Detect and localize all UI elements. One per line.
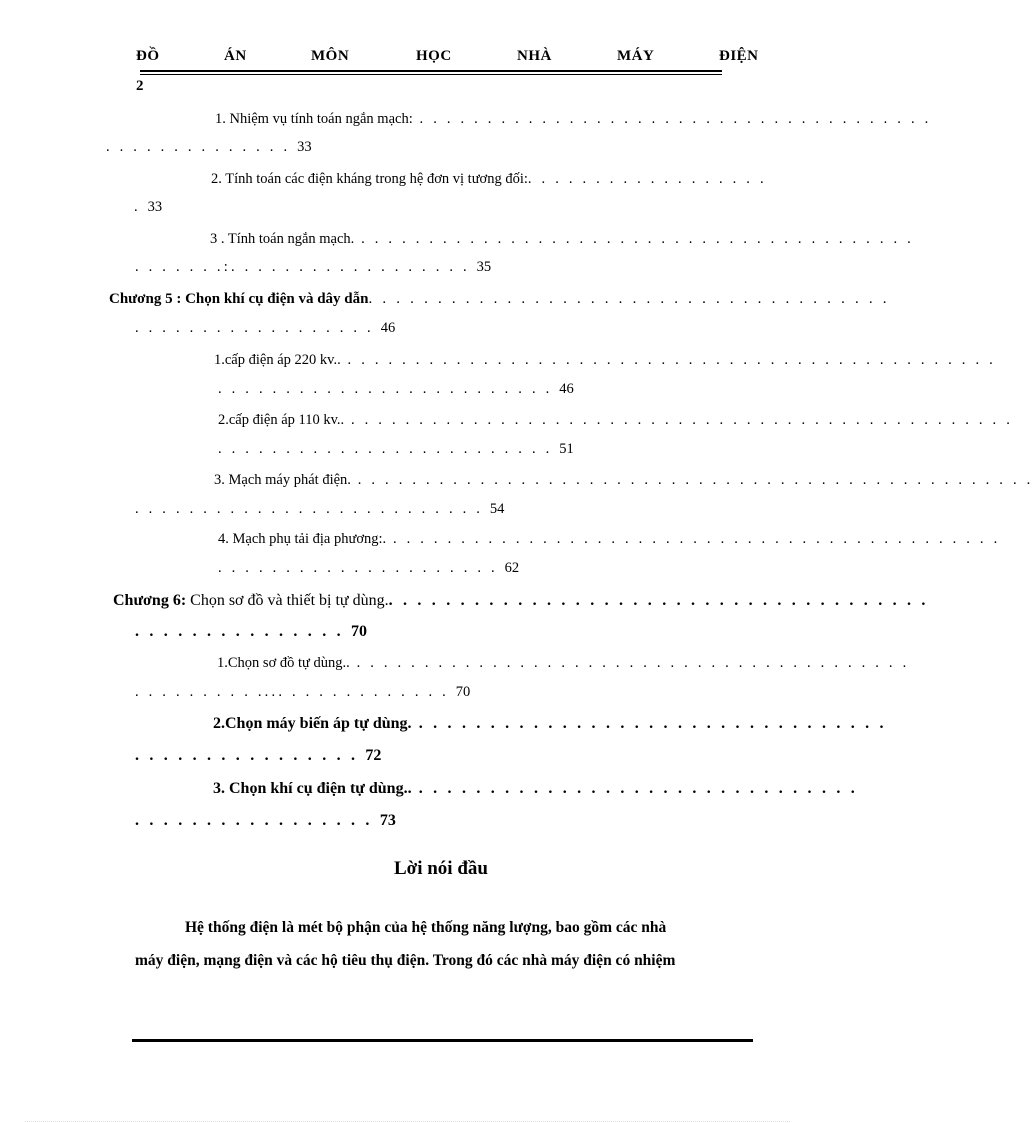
toc-entry: 2.cấp điện áp 110 kv.. . . . . . . . . . . . . . . . . . . . . . . . . . . . . . . . . . . . . . . . . . . . . . . . . . bbox=[218, 412, 1014, 428]
header-rule bbox=[140, 70, 722, 72]
section-title: Lời nói đầu bbox=[394, 858, 488, 879]
paragraph-line: máy điện, mạng điện và các hộ tiêu thụ điện. Trong đó các nhà máy điện có nhiệm bbox=[135, 952, 676, 969]
toc-entry-cont: . . . . . . . . . . . . . . . . . 73 bbox=[135, 812, 396, 829]
toc-entry: 3. Mạch máy phát điện. . . . . . . . . . . . . . . . . . . . . . . . . . . . . . . . . . . . . . . . . . . . . . . . . . . bbox=[214, 472, 1033, 488]
footer-rule bbox=[132, 1039, 374, 1042]
toc-entry-cont: . . . . . . . . . . . . . . . . . . . . . 62 bbox=[218, 560, 520, 576]
toc-entry-cont: . . . . . . . . . . . . . . . . . . . . . . . . . 51 bbox=[218, 441, 574, 457]
toc-entry-cont: . . . . . . . . . . . . . . . . . . . . . . . . . 46 bbox=[218, 381, 574, 397]
toc-entry-cont: . . . . . . . . . . . . . . . 70 bbox=[135, 623, 367, 640]
toc-entry-cont: . . . . . . . . . . . . . . . . . . 46 bbox=[135, 320, 396, 336]
toc-entry: 2.Chọn máy biến áp tự dùng. . . . . . . . . . . . . . . . . . . . . . . . . . . . . . . . . . bbox=[213, 715, 887, 732]
paragraph-line: Hệ thống điện là mét bộ phận của hệ thống năng lượng, bao gồm các nhà bbox=[185, 919, 667, 936]
toc-entry: 1.cấp điện áp 220 kv.. . . . . . . . . . . . . . . . . . . . . . . . . . . . . . . . . . . . . . . . . . . . . . . . . bbox=[214, 352, 996, 368]
toc-entry: 4. Mạch phụ tải địa phương:. . . . . . . . . . . . . . . . . . . . . . . . . . . . . . . . . . . . . . . . . . . . . . bbox=[218, 531, 1001, 547]
toc-entry-cont: . . . . . . . . . . . . . . 33 bbox=[106, 139, 312, 155]
toc-entry-cont: . . . . . . . . . .... . . . . . . . . . . . . 70 bbox=[135, 684, 471, 700]
toc-entry: 3 . Tính toán ngắn mạch. . . . . . . . . . . . . . . . . . . . . . . . . . . . . . . . . . . . . . . . . . bbox=[210, 231, 914, 247]
toc-entry: 3. Chọn khí cụ điện tự dùng.. . . . . . . . . . . . . . . . . . . . . . . . . . . . . . . . bbox=[213, 780, 858, 797]
header-word: ÁN bbox=[224, 48, 247, 64]
header-word: MÔN bbox=[311, 48, 350, 64]
toc-chapter: Chương 6: Chọn sơ đồ và thiết bị tự dùng.. . . . . . . . . . . . . . . . . . . . . . . . . . . . . . . . . . . . . . bbox=[113, 592, 929, 609]
page-number: 2 bbox=[136, 78, 144, 94]
header-word: MÁY bbox=[617, 48, 655, 64]
toc-entry: 1.Chọn sơ đồ tự dùng.. . . . . . . . . . . . . . . . . . . . . . . . . . . . . . . . . . . . . . . . . . bbox=[217, 655, 910, 671]
header-word: ĐIỆN bbox=[719, 48, 759, 64]
toc-entry-cont: . . . . . . . . . . . . . . . . . . . . . . . . . . 54 bbox=[135, 501, 505, 517]
toc-entry: 2. Tính toán các điện kháng trong hệ đơn vị tương đối:. . . . . . . . . . . . . . . . . . bbox=[211, 171, 767, 187]
toc-entry-cont: . 33 bbox=[134, 199, 163, 215]
toc-entry-cont: . . . . . . . . . . . . . . . . 72 bbox=[135, 747, 382, 764]
header-word: HỌC bbox=[416, 48, 452, 64]
header-word: NHÀ bbox=[517, 48, 552, 64]
footer-rule bbox=[374, 1039, 753, 1042]
toc-entry: 1. Nhiệm vụ tính toán ngắn mạch: . . . . . . . . . . . . . . . . . . . . . . . . . . . . . . . . . . . . . . bbox=[215, 111, 932, 127]
header-word: ĐỒ bbox=[136, 48, 160, 64]
toc-entry-cont: . . . . . . .:. . . . . . . . . . . . . . . . . . 35 bbox=[135, 259, 492, 275]
toc-chapter: Chương 5 : Chọn khí cụ điện và dây dẫn. . . . . . . . . . . . . . . . . . . . . . . . . . . . . . . . . . . . . . bbox=[109, 291, 890, 307]
header-rule-thin bbox=[140, 74, 722, 75]
page-edge bbox=[25, 1121, 790, 1122]
